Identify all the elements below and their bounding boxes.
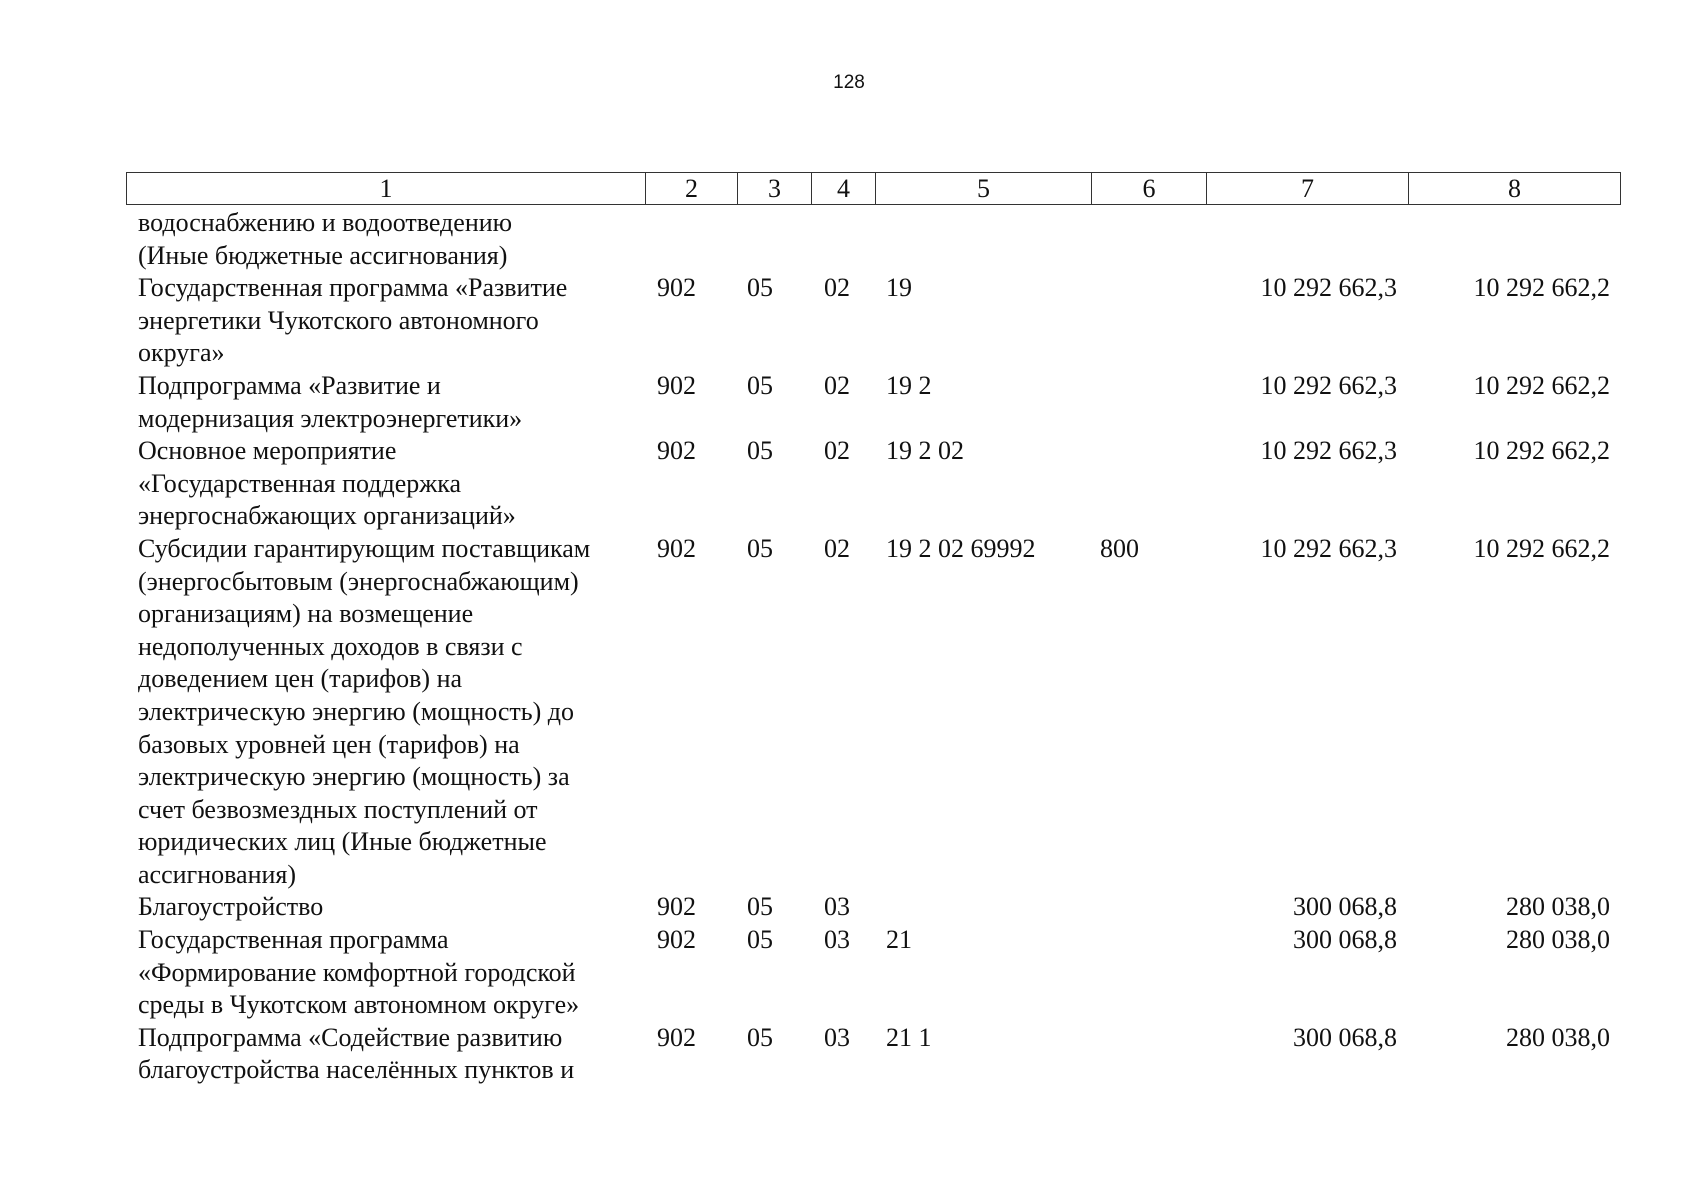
section-code xyxy=(736,207,810,272)
page-number: 128 xyxy=(833,72,865,93)
amount-column-7: 10 292 662,3 xyxy=(1260,370,1397,400)
amount-column-8: 280 038,0 xyxy=(1506,1022,1610,1052)
expense-type-code: 800 xyxy=(1100,533,1139,563)
section-code: 05 xyxy=(747,436,773,466)
subsection-code: 02 xyxy=(824,436,850,466)
amount-column-8: 10 292 662,2 xyxy=(1473,273,1610,303)
column-header-6: 6 xyxy=(1091,173,1206,204)
column-header-8: 8 xyxy=(1408,173,1620,204)
target-article-code: 19 2 02 69992 xyxy=(886,533,1036,563)
row-description: Подпрограмма «Развитие и модернизация электроэнергетики» xyxy=(138,370,523,433)
table-row xyxy=(126,533,1621,892)
row-description: Благоустройство xyxy=(138,892,324,922)
section-code: 05 xyxy=(747,925,773,955)
row-description: Государственная программа «Формирование комфортной городской среды в Чукотском автономном округе» xyxy=(138,925,580,1020)
table-row xyxy=(126,435,1621,533)
row-description: водоснабжению и водоотведению (Иные бюджетные ассигнования) xyxy=(138,208,513,270)
section-code: 05 xyxy=(747,892,773,922)
target-article-code: 19 2 xyxy=(886,370,932,400)
amount-column-7: 10 292 662,3 xyxy=(1260,273,1397,303)
amount-column-7: 10 292 662,3 xyxy=(1260,533,1397,563)
subsection-code xyxy=(810,207,874,272)
ministry-code: 902 xyxy=(657,533,696,563)
amount-column-8: 10 292 662,2 xyxy=(1473,436,1610,466)
table-header-row xyxy=(126,172,1621,205)
expense-type-code xyxy=(1090,891,1205,924)
amount-column-8 xyxy=(1407,207,1621,272)
subsection-code: 02 xyxy=(824,273,850,303)
target-article-code: 19 2 02 xyxy=(886,436,964,466)
ministry-code: 902 xyxy=(657,925,696,955)
subsection-code: 03 xyxy=(824,892,850,922)
amount-column-8: 280 038,0 xyxy=(1506,925,1610,955)
section-code: 05 xyxy=(747,273,773,303)
ministry-code: 902 xyxy=(657,892,696,922)
expense-type-code xyxy=(1090,207,1205,272)
row-description: Подпрограмма «Содействие развитию благоустройства населённых пунктов и xyxy=(138,1022,575,1085)
column-header-4: 4 xyxy=(811,173,875,204)
amount-column-7: 10 292 662,3 xyxy=(1260,436,1397,466)
amount-column-7 xyxy=(1205,207,1407,272)
target-article-code: 21 xyxy=(886,925,912,955)
ministry-code xyxy=(644,207,736,272)
subsection-code: 02 xyxy=(824,370,850,400)
table-row xyxy=(126,207,1621,272)
column-header-3: 3 xyxy=(737,173,811,204)
target-article-code xyxy=(874,891,1090,924)
amount-column-8: 280 038,0 xyxy=(1506,892,1610,922)
section-code: 05 xyxy=(747,370,773,400)
ministry-code: 902 xyxy=(657,1022,696,1052)
section-code: 05 xyxy=(747,533,773,563)
expense-type-code xyxy=(1090,272,1205,370)
subsection-code: 03 xyxy=(824,1022,850,1052)
table-row xyxy=(126,272,1621,370)
target-article-code: 21 1 xyxy=(886,1022,932,1052)
expense-type-code xyxy=(1090,435,1205,533)
ministry-code: 902 xyxy=(657,436,696,466)
table-row xyxy=(126,891,1621,924)
column-header-5: 5 xyxy=(875,173,1091,204)
target-article-code xyxy=(874,207,1090,272)
amount-column-8: 10 292 662,2 xyxy=(1473,370,1610,400)
column-header-2: 2 xyxy=(645,173,737,204)
table-row xyxy=(126,370,1621,435)
row-description: Субсидии гарантирующим поставщикам (энергосбытовым (энергоснабжающим) организациям) на возмещение недополученных доходов в связи с доведением цен (тарифов) на электрическую энергию (мощность) до базовых уровней цен (тарифов) на электрическую энергию (мощность) за счет безвозмездных поступлений от юридических лиц (Иные бюджетные ассигнования) xyxy=(138,533,591,889)
expense-type-code xyxy=(1090,924,1205,1022)
expense-type-code xyxy=(1090,1022,1205,1087)
expense-type-code xyxy=(1090,370,1205,435)
row-description: Основное мероприятие «Государственная поддержка энергоснабжающих организаций» xyxy=(138,436,516,531)
target-article-code: 19 xyxy=(886,273,912,303)
ministry-code: 902 xyxy=(657,370,696,400)
subsection-code: 03 xyxy=(824,925,850,955)
table-row xyxy=(126,924,1621,1022)
ministry-code: 902 xyxy=(657,273,696,303)
column-header-1: 1 xyxy=(379,174,393,203)
table-row xyxy=(126,1022,1621,1087)
subsection-code: 02 xyxy=(824,533,850,563)
amount-column-7: 300 068,8 xyxy=(1293,892,1397,922)
table-body xyxy=(126,207,1621,1087)
row-description: Государственная программа «Развитие энергетики Чукотского автономного округа» xyxy=(138,273,568,368)
amount-column-7: 300 068,8 xyxy=(1293,925,1397,955)
section-code: 05 xyxy=(747,1022,773,1052)
amount-column-7: 300 068,8 xyxy=(1293,1022,1397,1052)
amount-column-8: 10 292 662,2 xyxy=(1473,533,1610,563)
column-header-7: 7 xyxy=(1206,173,1408,204)
